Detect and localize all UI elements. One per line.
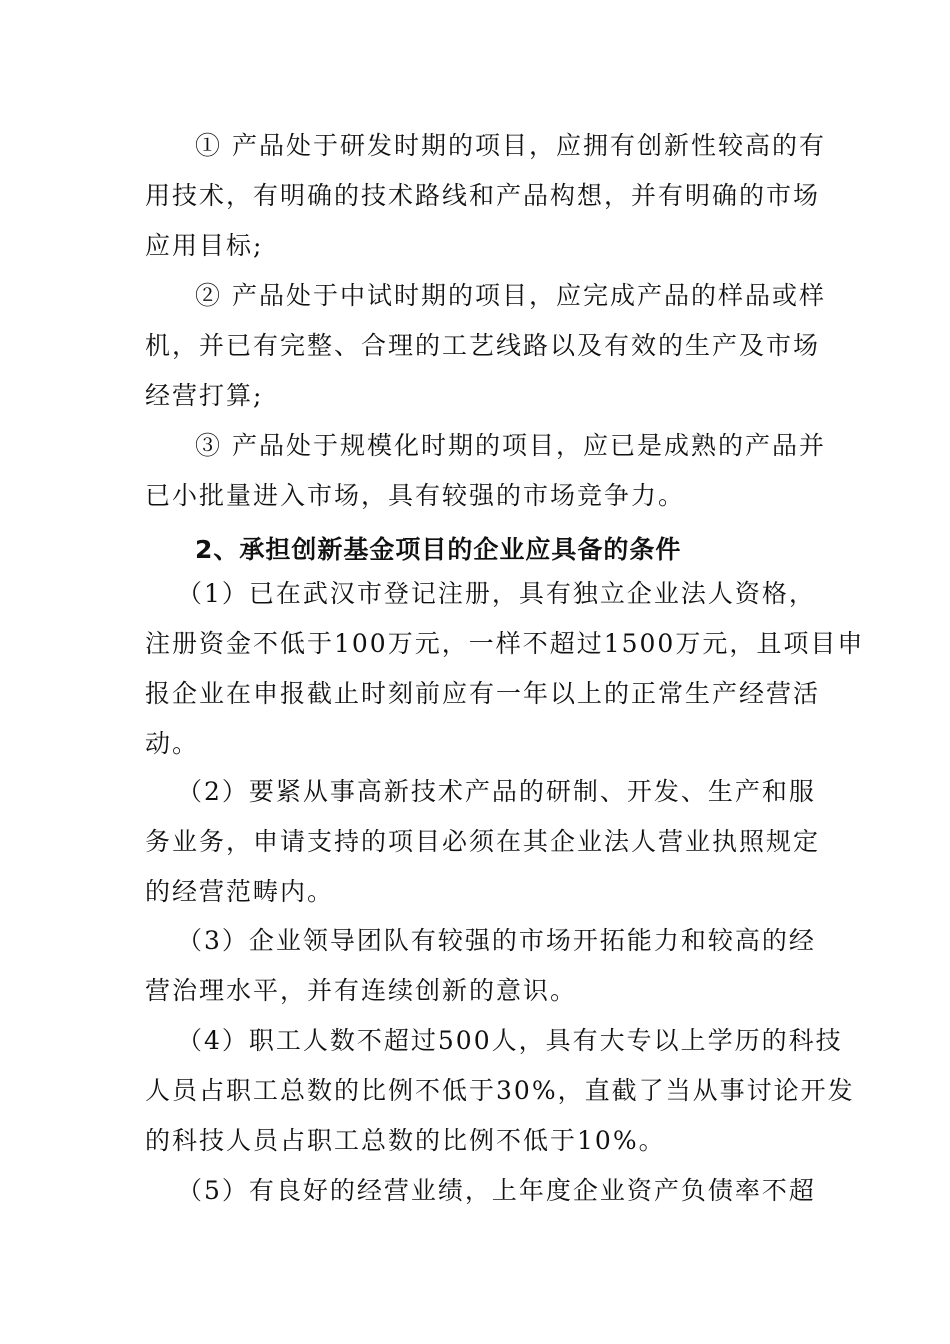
paragraph-line: （3）企业领导团队有较强的市场开拓能力和较高的经 (177, 926, 816, 955)
paragraph-line: 用技术，有明确的技术路线和产品构想，并有明确的市场 (145, 181, 821, 210)
paragraph-line: 的科技人员占职工总数的比例不低于10%。 (145, 1126, 666, 1155)
paragraph-line: （1）已在武汉市登记注册，具有独立企业法人资格， (177, 579, 816, 608)
paragraph-line: ① 产品处于研发时期的项目，应拥有创新性较高的有 (195, 131, 826, 160)
paragraph-line: 人员占职工总数的比例不低于30%，直截了当从事讨论开发 (145, 1076, 855, 1105)
paragraph-line: 已小批量进入市场，具有较强的市场竞争力。 (145, 481, 686, 510)
paragraph-condition-1 (145, 574, 865, 774)
paragraph-line: 报企业在申报截止时刻前应有一年以上的正常生产经营活 (145, 679, 821, 708)
paragraph-line: 经营打算; (145, 381, 264, 410)
paragraph-item-3 (145, 426, 826, 526)
paragraph-line: ② 产品处于中试时期的项目，应完成产品的样品或样 (195, 281, 826, 310)
paragraph-line: 营治理水平，并有连续创新的意识。 (145, 976, 578, 1005)
paragraph-line: 动。 (145, 729, 200, 758)
paragraph-condition-4 (145, 1021, 855, 1171)
paragraph-line: （2）要紧从事高新技术产品的研制、开发、生产和服 (177, 777, 816, 806)
paragraph-line: 机，并已有完整、合理的工艺线路以及有效的生产及市场 (145, 331, 821, 360)
paragraph-line: 的经营范畴内。 (145, 877, 335, 906)
paragraph-line: 应用目标; (145, 231, 264, 260)
section-heading: 2、承担创新基金项目的企业应具备的条件 (195, 535, 682, 564)
paragraph-condition-2 (145, 772, 821, 922)
paragraph-line: 务业务，申请支持的项目必须在其企业法人营业执照规定 (145, 827, 821, 856)
paragraph-condition-3 (145, 921, 816, 1021)
paragraph-item-2 (145, 276, 826, 426)
paragraph-item-1 (145, 126, 826, 276)
paragraph-line: （4）职工人数不超过500人，具有大专以上学历的科技 (177, 1026, 843, 1055)
paragraph-condition-5 (145, 1171, 816, 1221)
paragraph-line: ③ 产品处于规模化时期的项目，应已是成熟的产品并 (195, 431, 826, 460)
paragraph-line: （5）有良好的经营业绩，上年度企业资产负债率不超 (177, 1176, 816, 1205)
paragraph-line: 注册资金不低于100万元，一样不超过1500万元，且项目申 (145, 629, 865, 658)
